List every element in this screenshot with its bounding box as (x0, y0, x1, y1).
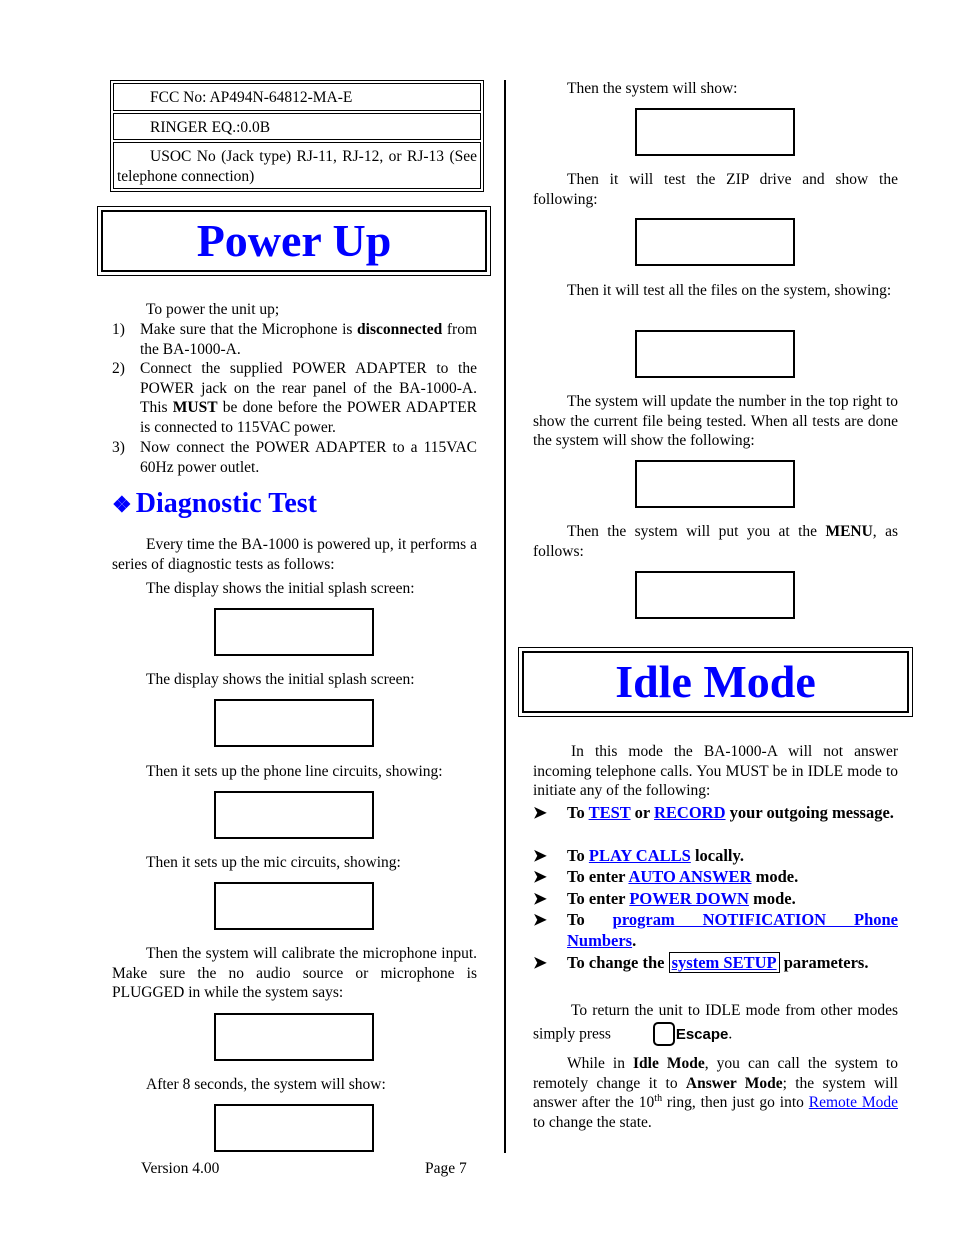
ringer-eq-row: RINGER EQ.:0.0B (113, 113, 481, 141)
bullet-system-setup: ➤ To change the system SETUP parameters. (533, 953, 869, 972)
power-up-banner (97, 206, 491, 276)
step-number: 3) (112, 439, 125, 456)
system-show-text: Then the system will show: (567, 80, 738, 97)
lcd-display-after-8s (214, 1104, 374, 1152)
power-step-3: 3) Now connect the POWER ADAPTER to a 115VAC 60Hz power outlet. (112, 439, 477, 476)
lcd-display-zip (635, 218, 795, 266)
bullet-power-down: ➤ To enter POWER DOWN mode. (533, 889, 796, 908)
idle-mode-intro: In this mode the BA-1000-A will not answer incoming telephone calls. You MUST be in IDLE mode to initiate any of the following: (533, 743, 898, 799)
play-calls-link[interactable]: PLAY CALLS (588, 846, 691, 865)
footer-page-number: Page 7 (425, 1160, 467, 1177)
lcd-display-system (635, 108, 795, 156)
lcd-display-mic (214, 882, 374, 930)
mic-circuit-text: Then it sets up the mic circuits, showing: (146, 854, 401, 871)
menu-text: Then the system will put you at the MENU, as follows: (533, 523, 898, 560)
calibrate-text: Then the system will calibrate the microphone input. Make sure the no audio source or microphone is PLUGGED in while the system says: (112, 945, 477, 1001)
arrow-bullet-icon: ➤ (533, 846, 547, 865)
bullet-test-record: ➤ To TEST or RECORD your outgoing message. (533, 803, 894, 822)
power-down-link[interactable]: POWER DOWN (629, 889, 749, 908)
return-to-idle-text: To return the unit to IDLE mode from other modes simply press Escape. (533, 999, 898, 1048)
diagnostic-test-heading: ❖ Diagnostic Test (112, 488, 317, 519)
lcd-display-calibrate (214, 1013, 374, 1061)
usoc-row: USOC No (Jack type) RJ-11, RJ-12, or RJ-13 (See telephone connection) (113, 142, 481, 189)
zip-drive-text: Then it will test the ZIP drive and show the following: (533, 171, 898, 208)
arrow-bullet-icon: ➤ (533, 889, 547, 908)
power-up-intro: To power the unit up; (146, 301, 280, 318)
record-link[interactable]: RECORD (654, 803, 726, 822)
remote-mode-link[interactable]: Remote Mode (808, 1094, 898, 1111)
key-icon (653, 1022, 675, 1046)
phone-line-text: Then it sets up the phone line circuits, showing: (146, 763, 443, 780)
splash-text-1: The display shows the initial splash screen: (146, 580, 415, 597)
idle-mode-banner (518, 647, 913, 717)
system-setup-link[interactable]: system SETUP (669, 952, 780, 973)
footer-version: Version 4.00 (141, 1160, 220, 1177)
arrow-bullet-icon: ➤ (533, 867, 547, 886)
arrow-bullet-icon: ➤ (533, 803, 547, 822)
fcc-number-row: FCC No: AP494N-64812-MA-E (113, 83, 481, 111)
splash-text-2: The display shows the initial splash screen: (146, 671, 415, 688)
test-link[interactable]: TEST (588, 803, 631, 822)
fcc-info-table (110, 80, 484, 192)
bullet-play-calls: ➤ To PLAY CALLS locally. (533, 846, 744, 865)
diagnostic-intro: Every time the BA-1000 is powered up, it performs a series of diagnostic tests as follows: (112, 536, 477, 573)
power-up-title: Power Up (196, 215, 392, 266)
column-divider (504, 80, 506, 1153)
lcd-display-tests-done (635, 460, 795, 508)
file-test-text: Then it will test all the files on the system, showing: (567, 282, 892, 299)
after-8-seconds-text: After 8 seconds, the system will show: (146, 1076, 386, 1093)
program-notification-link[interactable]: program NOTIFICATION Phone Numbers (567, 910, 898, 950)
step-number: 2) (112, 360, 125, 377)
bullet-auto-answer: ➤ To enter AUTO ANSWER mode. (533, 867, 799, 886)
auto-answer-link[interactable]: AUTO ANSWER (628, 867, 752, 886)
idle-mode-title: Idle Mode (615, 656, 816, 707)
arrow-bullet-icon: ➤ (533, 953, 547, 972)
power-step-2: 2) Connect the supplied POWER ADAPTER to the POWER jack on the rear panel of the BA-1000-A. This MUST be done before the POWER ADAPTER is connected to 115VAC power. (112, 360, 477, 436)
remote-mode-text: While in Idle Mode, you can call the system to remotely change it to Answer Mode; the system will answer after the 10th ring, then just go into Remote Mode to change the state. (533, 1055, 898, 1131)
tests-done-text: The system will update the number in the top right to show the current file being tested. When all tests are done the system will show the following: (533, 393, 898, 449)
lcd-display-files (635, 330, 795, 378)
diamond-bullet-icon: ❖ (112, 492, 132, 517)
escape-key[interactable]: Escape (615, 1022, 729, 1048)
arrow-bullet-icon: ➤ (533, 910, 547, 929)
step-number: 1) (112, 321, 125, 338)
power-step-1: 1) Make sure that the Microphone is disconnected from the BA-1000-A. (112, 321, 477, 358)
lcd-display-splash-1 (214, 608, 374, 656)
lcd-display-menu (635, 571, 795, 619)
lcd-display-splash-2 (214, 699, 374, 747)
bullet-notification: ➤ To program NOTIFICATION Phone Numbers. (533, 910, 898, 950)
lcd-display-phone-line (214, 791, 374, 839)
